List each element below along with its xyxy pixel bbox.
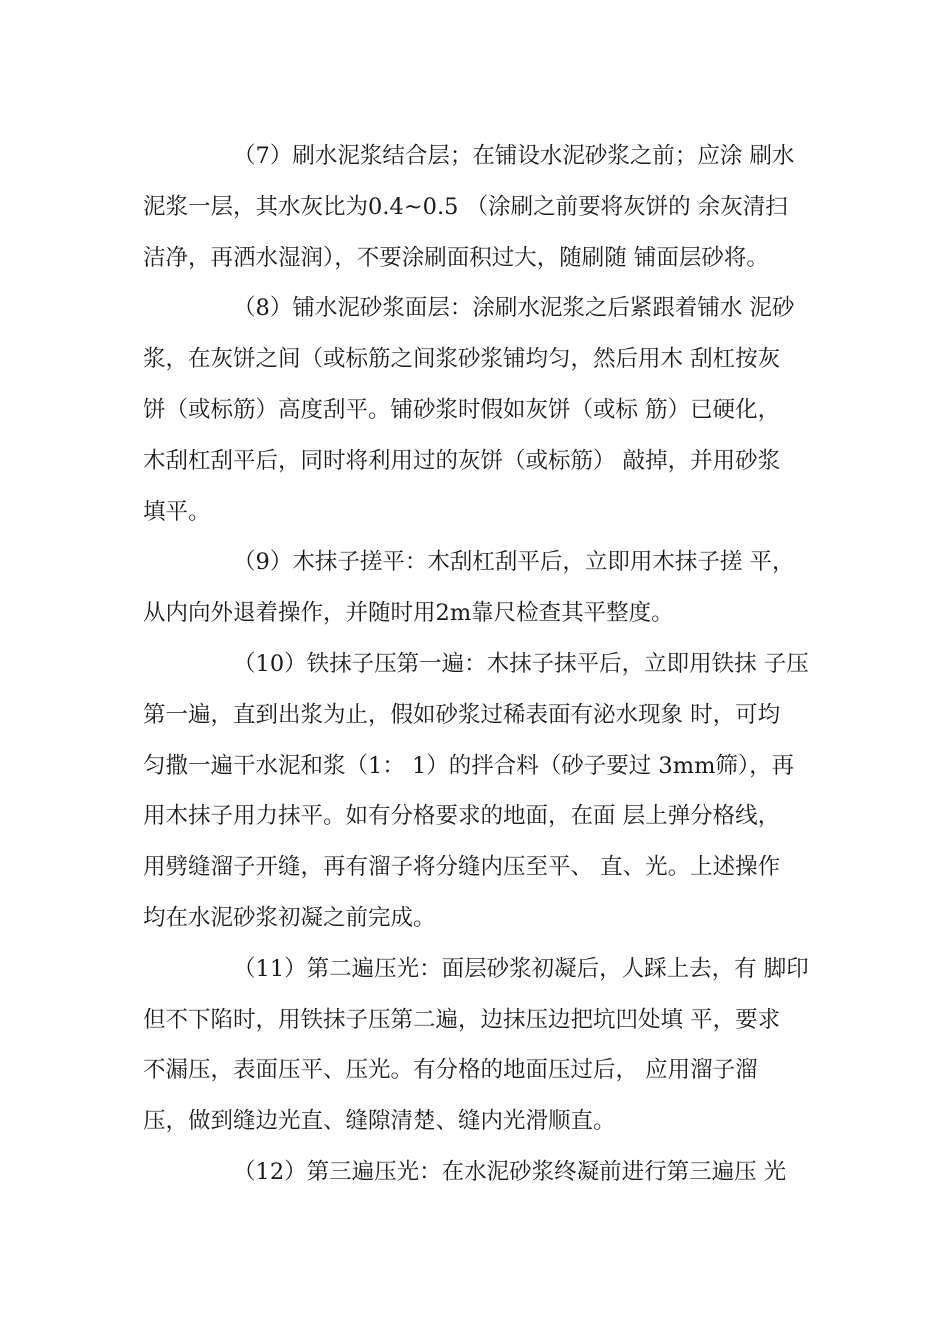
- paragraph-step-10: [143, 639, 843, 944]
- text-line: 压，做到缝边光直、缝隙清楚、缝内光滑顺直。: [143, 1108, 616, 1135]
- text-line: 泥浆一层，其水灰比为0.4~0.5 （涂刷之前要将灰饼的 余灰清扫: [143, 193, 788, 220]
- text-line: 但不下陷时，用铁抹子压第二遍，边抹压边把坑凹处填 平，要求: [143, 1006, 781, 1033]
- paragraph-step-8: [143, 283, 843, 537]
- document-body: [143, 131, 843, 1198]
- paragraph-step-9: [143, 537, 843, 639]
- text-line: 不漏压，表面压平、压光。有分格的地面压过后， 应用溜子溜: [143, 1057, 758, 1084]
- text-line: （8）铺水泥砂浆面层：涂刷水泥浆之后紧跟着铺水 泥砂: [233, 295, 795, 322]
- text-line: 从内向外退着操作，并随时用2m靠尺检查其平整度。: [143, 600, 674, 627]
- text-line: 用劈缝溜子开缝，再有溜子将分缝内压至平、 直、光。上述操作: [143, 854, 781, 881]
- text-line: 用木抹子用力抹平。如有分格要求的地面，在面 层上弹分格线，: [143, 803, 781, 830]
- text-line: （12）第三遍压光：在水泥砂浆终凝前进行第三遍压 光: [233, 1158, 787, 1185]
- text-line: 匀撒一遍干水泥和浆（1： 1）的拌合料（砂子要过 3mm筛），再: [143, 752, 795, 779]
- text-line: 均在水泥砂浆初凝之前完成。: [143, 904, 436, 931]
- text-line: 饼（或标筋）高度刮平。铺砂浆时假如灰饼（或标 筋）已硬化，: [143, 396, 781, 423]
- text-line: 填平。: [143, 498, 211, 525]
- text-line: （11）第二遍压光：面层砂浆初凝后，人踩上去，有 脚印: [233, 955, 809, 982]
- text-line: （9）木抹子搓平：木刮杠刮平后，立即用木抹子搓 平，: [233, 549, 795, 576]
- paragraph-step-12: [143, 1147, 843, 1198]
- text-line: 浆，在灰饼之间（或标筋之间浆砂浆铺均匀，然后用木 刮杠按灰: [143, 346, 781, 373]
- text-line: 第一遍，直到出浆为止，假如砂浆过稀表面有泌水现象 时，可均: [143, 701, 781, 728]
- paragraph-step-7: [143, 131, 843, 283]
- text-line: 木刮杠刮平后，同时将利用过的灰饼（或标筋） 敲掉，并用砂浆: [143, 447, 781, 474]
- text-line: 洁净，再洒水湿润），不要涂刷面积过大，随刷随 铺面层砂将。: [143, 244, 769, 271]
- text-line: （10）铁抹子压第一遍：木抹子抹平后，立即用铁抹 子压: [233, 650, 809, 677]
- text-line: （7）刷水泥浆结合层；在铺设水泥砂浆之前；应涂 刷水: [233, 143, 795, 169]
- paragraph-step-11: [143, 944, 843, 1147]
